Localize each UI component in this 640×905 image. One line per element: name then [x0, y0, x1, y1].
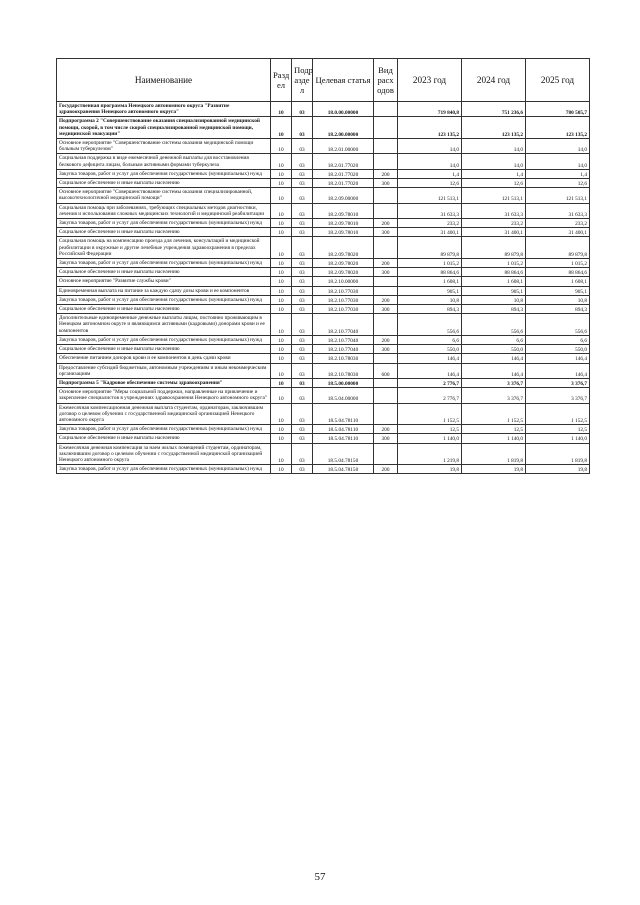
cell-target: 18.2.10.00000 — [313, 277, 374, 286]
cell-vid — [374, 154, 398, 169]
cell-2025: 1 140,0 — [526, 434, 590, 443]
table-row — [57, 388, 590, 403]
table-row — [57, 259, 590, 268]
cell-razdel: 10 — [271, 117, 292, 139]
cell-2023: 6,6 — [398, 335, 462, 344]
table-row — [57, 102, 590, 117]
table-row — [57, 363, 590, 378]
cell-2024: 905,1 — [462, 286, 526, 295]
cell-name: Закупка товаров, работ и услуг для обеспечения государственных (муниципальных) нужд — [57, 425, 271, 434]
cell-podrazdel: 03 — [292, 378, 313, 387]
header-2024: 2024 год — [462, 59, 526, 102]
table-row — [57, 219, 590, 228]
cell-razdel: 10 — [271, 203, 292, 218]
cell-razdel: 10 — [271, 139, 292, 154]
cell-podrazdel: 03 — [292, 228, 313, 237]
cell-vid: 600 — [374, 363, 398, 378]
cell-2025: 1 015,2 — [526, 259, 590, 268]
cell-podrazdel: 03 — [292, 154, 313, 169]
cell-razdel: 10 — [271, 425, 292, 434]
table-row — [57, 434, 590, 443]
cell-2023: 146,4 — [398, 354, 462, 363]
cell-podrazdel: 03 — [292, 117, 313, 139]
cell-target: 18.2.10.77030 — [313, 305, 374, 314]
table-row — [57, 203, 590, 218]
cell-vid: 200 — [374, 169, 398, 178]
cell-2023: 1 219,8 — [398, 443, 462, 465]
cell-podrazdel: 03 — [292, 443, 313, 465]
cell-vid: 300 — [374, 305, 398, 314]
cell-2024: 123 135,2 — [462, 117, 526, 139]
cell-razdel: 10 — [271, 169, 292, 178]
cell-name: Закупка товаров, работ и услуг для обеспечения государственных (муниципальных) нужд — [57, 169, 271, 178]
cell-target: 18.2.10.77040 — [313, 345, 374, 354]
cell-podrazdel: 03 — [292, 237, 313, 259]
cell-name: Социальное обеспечение и иные выплаты населению — [57, 268, 271, 277]
cell-2023: 14,0 — [398, 139, 462, 154]
cell-2025: 14,0 — [526, 154, 590, 169]
cell-vid — [374, 403, 398, 425]
cell-vid — [374, 237, 398, 259]
header-name: Наименование — [57, 59, 271, 102]
cell-target: 18.5.00.00000 — [313, 378, 374, 387]
table-row — [57, 403, 590, 425]
cell-podrazdel: 03 — [292, 295, 313, 304]
cell-2025: 6,6 — [526, 335, 590, 344]
table-row — [57, 179, 590, 188]
cell-vid — [374, 314, 398, 336]
cell-2025: 12,6 — [526, 179, 590, 188]
cell-target: 18.2.10.77030 — [313, 295, 374, 304]
cell-name: Социальное обеспечение и иные выплаты населению — [57, 305, 271, 314]
cell-2024: 1 608,1 — [462, 277, 526, 286]
cell-2024: 3 376,7 — [462, 378, 526, 387]
cell-target: 18.2.09.78020 — [313, 268, 374, 277]
cell-2024: 1,4 — [462, 169, 526, 178]
cell-podrazdel: 03 — [292, 219, 313, 228]
cell-2025: 123 135,2 — [526, 117, 590, 139]
cell-target: 18.5.04.78150 — [313, 443, 374, 465]
cell-podrazdel: 03 — [292, 139, 313, 154]
cell-2024: 31 400,1 — [462, 228, 526, 237]
cell-2024: 19,8 — [462, 465, 526, 474]
cell-2023: 1 608,1 — [398, 277, 462, 286]
cell-target: 18.2.01.77020 — [313, 154, 374, 169]
budget-table-page — [56, 58, 589, 474]
cell-name: Предоставление субсидий бюджетным, автономным учреждениям и иным некоммерческим организациям — [57, 363, 271, 378]
cell-2024: 1 819,8 — [462, 443, 526, 465]
cell-razdel: 10 — [271, 434, 292, 443]
cell-2025: 894,3 — [526, 305, 590, 314]
cell-vid: 200 — [374, 335, 398, 344]
cell-2024: 556,6 — [462, 314, 526, 336]
cell-vid: 200 — [374, 295, 398, 304]
cell-2024: 1 140,0 — [462, 434, 526, 443]
cell-podrazdel: 03 — [292, 259, 313, 268]
header-razdel: Разд ел — [271, 59, 292, 102]
cell-vid — [374, 139, 398, 154]
cell-2024: 12,5 — [462, 425, 526, 434]
cell-2024: 1 015,2 — [462, 259, 526, 268]
cell-2025: 233,2 — [526, 219, 590, 228]
cell-target: 18.2.01.77020 — [313, 179, 374, 188]
table-row — [57, 169, 590, 178]
cell-2025: 1 608,1 — [526, 277, 590, 286]
cell-2023: 894,3 — [398, 305, 462, 314]
cell-2023: 89 879,8 — [398, 237, 462, 259]
cell-target: 18.0.00.00000 — [313, 102, 374, 117]
cell-2025: 556,6 — [526, 314, 590, 336]
cell-razdel: 10 — [271, 443, 292, 465]
cell-2023: 31 633,3 — [398, 203, 462, 218]
cell-vid: 200 — [374, 219, 398, 228]
cell-name: Социальное обеспечение и иные выплаты населению — [57, 179, 271, 188]
table-row — [57, 188, 590, 203]
cell-2023: 31 400,1 — [398, 228, 462, 237]
cell-2025: 146,4 — [526, 354, 590, 363]
cell-2025: 550,0 — [526, 345, 590, 354]
cell-vid: 300 — [374, 345, 398, 354]
cell-name: Обеспечение питанием доноров крови и ее компонентов в день сдачи крови — [57, 354, 271, 363]
cell-podrazdel: 03 — [292, 305, 313, 314]
cell-2024: 146,4 — [462, 354, 526, 363]
cell-razdel: 10 — [271, 388, 292, 403]
cell-target: 18.2.09.78010 — [313, 219, 374, 228]
cell-2023: 2 776,7 — [398, 378, 462, 387]
cell-target: 18.2.09.78010 — [313, 203, 374, 218]
cell-name: Единовременная выплата на питание за каждую сдачу дозы крови и ее компонентов — [57, 286, 271, 295]
cell-2025: 1 152,5 — [526, 403, 590, 425]
cell-razdel: 10 — [271, 102, 292, 117]
cell-target: 18.2.10.78030 — [313, 354, 374, 363]
cell-name: Закупка товаров, работ и услуг для обеспечения государственных (муниципальных) нужд — [57, 465, 271, 474]
cell-target: 18.2.09.78020 — [313, 259, 374, 268]
cell-2024: 3 376,7 — [462, 388, 526, 403]
cell-razdel: 10 — [271, 305, 292, 314]
cell-razdel: 10 — [271, 465, 292, 474]
cell-2024: 751 236,6 — [462, 102, 526, 117]
table-row — [57, 465, 590, 474]
cell-2023: 14,0 — [398, 154, 462, 169]
cell-podrazdel: 03 — [292, 354, 313, 363]
cell-name: Ежемесячная денежная компенсация за наем жилых помещений студентам, ординаторам, заключившим договор о целевом обучении с государственной медицинской организацией Ненецкого автономного округа — [57, 443, 271, 465]
cell-razdel: 10 — [271, 237, 292, 259]
cell-razdel: 10 — [271, 259, 292, 268]
cell-vid — [374, 117, 398, 139]
cell-target: 18.2.10.77040 — [313, 314, 374, 336]
table-row — [57, 314, 590, 336]
cell-name: Подпрограмма 2 "Совершенствование оказания специализированной медицинской помощи, скорой, в том числе скорой специализированной медицинской помощи, медицинской эвакуации" — [57, 117, 271, 139]
table-row — [57, 117, 590, 139]
cell-podrazdel: 03 — [292, 335, 313, 344]
table-row — [57, 154, 590, 169]
cell-name: Основное мероприятие "Совершенствование системы оказания медицинской помощи больным туберкулезом" — [57, 139, 271, 154]
cell-razdel: 10 — [271, 295, 292, 304]
cell-podrazdel: 03 — [292, 345, 313, 354]
cell-2024: 6,6 — [462, 335, 526, 344]
table-row — [57, 354, 590, 363]
cell-vid — [374, 188, 398, 203]
table-row — [57, 295, 590, 304]
cell-razdel: 10 — [271, 188, 292, 203]
cell-podrazdel: 03 — [292, 434, 313, 443]
cell-name: Социальное обеспечение и иные выплаты населению — [57, 228, 271, 237]
cell-2023: 146,4 — [398, 363, 462, 378]
cell-razdel: 10 — [271, 378, 292, 387]
cell-vid — [374, 354, 398, 363]
cell-razdel: 10 — [271, 403, 292, 425]
cell-2023: 121 513,1 — [398, 188, 462, 203]
cell-vid — [374, 286, 398, 295]
cell-2023: 233,2 — [398, 219, 462, 228]
cell-name: Закупка товаров, работ и услуг для обеспечения государственных (муниципальных) нужд — [57, 219, 271, 228]
cell-target: 18.2.01.00000 — [313, 139, 374, 154]
cell-razdel: 10 — [271, 345, 292, 354]
cell-2025: 3 376,7 — [526, 378, 590, 387]
cell-target: 18.2.10.77040 — [313, 335, 374, 344]
cell-razdel: 10 — [271, 219, 292, 228]
cell-2025: 10,8 — [526, 295, 590, 304]
table-header-row — [57, 59, 590, 102]
cell-name: Закупка товаров, работ и услуг для обеспечения государственных (муниципальных) нужд — [57, 259, 271, 268]
cell-2023: 556,6 — [398, 314, 462, 336]
table-row — [57, 305, 590, 314]
cell-podrazdel: 03 — [292, 277, 313, 286]
cell-name: Основное мероприятие "Меры социальной поддержки, направленные на привлечение и закрепление специалистов в учреждениях здравоохранения Ненецкого автономного округа" — [57, 388, 271, 403]
cell-razdel: 10 — [271, 228, 292, 237]
cell-razdel: 10 — [271, 268, 292, 277]
cell-target: 18.5.04.78110 — [313, 425, 374, 434]
cell-razdel: 10 — [271, 314, 292, 336]
cell-2023: 123 135,2 — [398, 117, 462, 139]
cell-target: 18.5.04.00000 — [313, 388, 374, 403]
cell-2025: 1,4 — [526, 169, 590, 178]
cell-podrazdel: 03 — [292, 286, 313, 295]
cell-vid: 200 — [374, 465, 398, 474]
cell-razdel: 10 — [271, 154, 292, 169]
cell-target: 18.2.10.78030 — [313, 363, 374, 378]
cell-2024: 146,4 — [462, 363, 526, 378]
table-row — [57, 345, 590, 354]
cell-razdel: 10 — [271, 335, 292, 344]
cell-podrazdel: 03 — [292, 314, 313, 336]
cell-vid: 300 — [374, 228, 398, 237]
cell-2025: 31 633,3 — [526, 203, 590, 218]
cell-2023: 19,8 — [398, 465, 462, 474]
cell-vid — [374, 102, 398, 117]
cell-2023: 2 776,7 — [398, 388, 462, 403]
cell-vid: 300 — [374, 179, 398, 188]
cell-2023: 88 864,6 — [398, 268, 462, 277]
cell-2024: 550,0 — [462, 345, 526, 354]
page-number: 57 — [314, 871, 326, 883]
table-row — [57, 286, 590, 295]
cell-target: 18.5.04.78110 — [313, 434, 374, 443]
cell-name: Закупка товаров, работ и услуг для обеспечения государственных (муниципальных) нужд — [57, 295, 271, 304]
cell-2023: 12,6 — [398, 179, 462, 188]
header-target: Целевая статья — [313, 59, 374, 102]
cell-target: 18.2.10.77030 — [313, 286, 374, 295]
table-row — [57, 277, 590, 286]
cell-vid — [374, 378, 398, 387]
cell-2023: 10,8 — [398, 295, 462, 304]
cell-vid — [374, 443, 398, 465]
cell-2023: 1 152,5 — [398, 403, 462, 425]
table-row — [57, 237, 590, 259]
cell-2024: 1 152,5 — [462, 403, 526, 425]
cell-name: Основное мероприятие "Развитие службы крови" — [57, 277, 271, 286]
cell-2023: 719 840,8 — [398, 102, 462, 117]
header-vid: Вид расх одов — [374, 59, 398, 102]
cell-2025: 146,4 — [526, 363, 590, 378]
cell-target: 18.5.04.78150 — [313, 465, 374, 474]
cell-name: Закупка товаров, работ и услуг для обеспечения государственных (муниципальных) нужд — [57, 335, 271, 344]
cell-2025: 19,8 — [526, 465, 590, 474]
cell-2023: 1,4 — [398, 169, 462, 178]
cell-podrazdel: 03 — [292, 363, 313, 378]
cell-vid — [374, 277, 398, 286]
cell-2024: 14,0 — [462, 154, 526, 169]
table-body — [57, 102, 590, 474]
table-row — [57, 139, 590, 154]
cell-vid — [374, 203, 398, 218]
cell-razdel: 10 — [271, 286, 292, 295]
cell-podrazdel: 03 — [292, 268, 313, 277]
table-row — [57, 228, 590, 237]
cell-2025: 88 864,6 — [526, 268, 590, 277]
cell-razdel: 10 — [271, 179, 292, 188]
cell-vid: 200 — [374, 259, 398, 268]
cell-target: 18.5.04.78110 — [313, 403, 374, 425]
cell-podrazdel: 03 — [292, 403, 313, 425]
cell-name: Государственная программа Ненецкого автономного округа "Развитие здравоохранения Ненецкого автономного округа" — [57, 102, 271, 117]
cell-name: Дополнительные единовременные денежные выплаты лицам, постоянно проживающим в Ненецком автономном округе и являющимся активными (кадровыми) донорами крови и ее компонентов — [57, 314, 271, 336]
table-row — [57, 425, 590, 434]
cell-2025: 89 879,8 — [526, 237, 590, 259]
cell-podrazdel: 03 — [292, 203, 313, 218]
header-2025: 2025 год — [526, 59, 590, 102]
cell-podrazdel: 03 — [292, 465, 313, 474]
cell-2023: 1 015,2 — [398, 259, 462, 268]
budget-table — [56, 58, 590, 474]
cell-2023: 550,0 — [398, 345, 462, 354]
cell-target: 18.2.09.78020 — [313, 237, 374, 259]
cell-vid — [374, 388, 398, 403]
cell-name: Социальная помощь при заболеваниях, требующих специальных методов диагностики, лечения и использования сложных медицинских технологий и медицинской реабилитации — [57, 203, 271, 218]
cell-2025: 780 505,7 — [526, 102, 590, 117]
header-2023: 2023 год — [398, 59, 462, 102]
cell-2024: 121 513,1 — [462, 188, 526, 203]
cell-razdel: 10 — [271, 363, 292, 378]
cell-2025: 1 819,8 — [526, 443, 590, 465]
cell-podrazdel: 03 — [292, 388, 313, 403]
cell-podrazdel: 03 — [292, 425, 313, 434]
cell-2024: 14,0 — [462, 139, 526, 154]
cell-name: Социальное обеспечение и иные выплаты населению — [57, 434, 271, 443]
cell-2025: 12,5 — [526, 425, 590, 434]
cell-name: Ежемесячная компенсационная денежная выплата студентам, ординаторам, заключившим договор о целевом обучении с государственной медицинской организацией Ненецкого автономного округа — [57, 403, 271, 425]
table-row — [57, 443, 590, 465]
cell-name: Подпрограмма 5 "Кадровое обеспечение системы здравоохранения" — [57, 378, 271, 387]
table-row — [57, 378, 590, 387]
cell-2025: 905,1 — [526, 286, 590, 295]
cell-podrazdel: 03 — [292, 179, 313, 188]
table-row — [57, 335, 590, 344]
cell-2024: 88 864,6 — [462, 268, 526, 277]
cell-2024: 31 633,3 — [462, 203, 526, 218]
cell-2025: 3 376,7 — [526, 388, 590, 403]
table-row — [57, 268, 590, 277]
cell-2023: 1 140,0 — [398, 434, 462, 443]
cell-podrazdel: 03 — [292, 102, 313, 117]
cell-podrazdel: 03 — [292, 169, 313, 178]
cell-target: 18.2.01.77020 — [313, 169, 374, 178]
cell-name: Социальная поддержка в виде ежемесячной денежной выплаты для восстановления белкового дефицита лицам, больным активными формами туберкулеза — [57, 154, 271, 169]
cell-name: Социальное обеспечение и иные выплаты населению — [57, 345, 271, 354]
cell-vid: 300 — [374, 434, 398, 443]
cell-2025: 14,0 — [526, 139, 590, 154]
cell-2024: 233,2 — [462, 219, 526, 228]
cell-razdel: 10 — [271, 354, 292, 363]
cell-vid: 300 — [374, 268, 398, 277]
cell-2025: 121 513,1 — [526, 188, 590, 203]
cell-name: Социальная помощь на компенсацию проезда для лечения, консультаций и медицинской реабилитации в окружные и другие лечебные учреждения здравоохранения в пределах Российской Федерации — [57, 237, 271, 259]
cell-2024: 894,3 — [462, 305, 526, 314]
header-podrazdel: Подр азде л — [292, 59, 313, 102]
cell-target: 18.2.09.00000 — [313, 188, 374, 203]
cell-2024: 89 879,8 — [462, 237, 526, 259]
cell-razdel: 10 — [271, 277, 292, 286]
cell-2025: 31 400,1 — [526, 228, 590, 237]
cell-2023: 12,5 — [398, 425, 462, 434]
cell-2024: 12,6 — [462, 179, 526, 188]
cell-2023: 905,1 — [398, 286, 462, 295]
cell-vid: 200 — [374, 425, 398, 434]
cell-name: Основное мероприятие "Совершенствование системы оказания специализированной, высокотехнологичной медицинской помощи" — [57, 188, 271, 203]
cell-target: 18.2.09.78010 — [313, 228, 374, 237]
cell-2024: 10,8 — [462, 295, 526, 304]
cell-target: 18.2.00.00000 — [313, 117, 374, 139]
cell-podrazdel: 03 — [292, 188, 313, 203]
